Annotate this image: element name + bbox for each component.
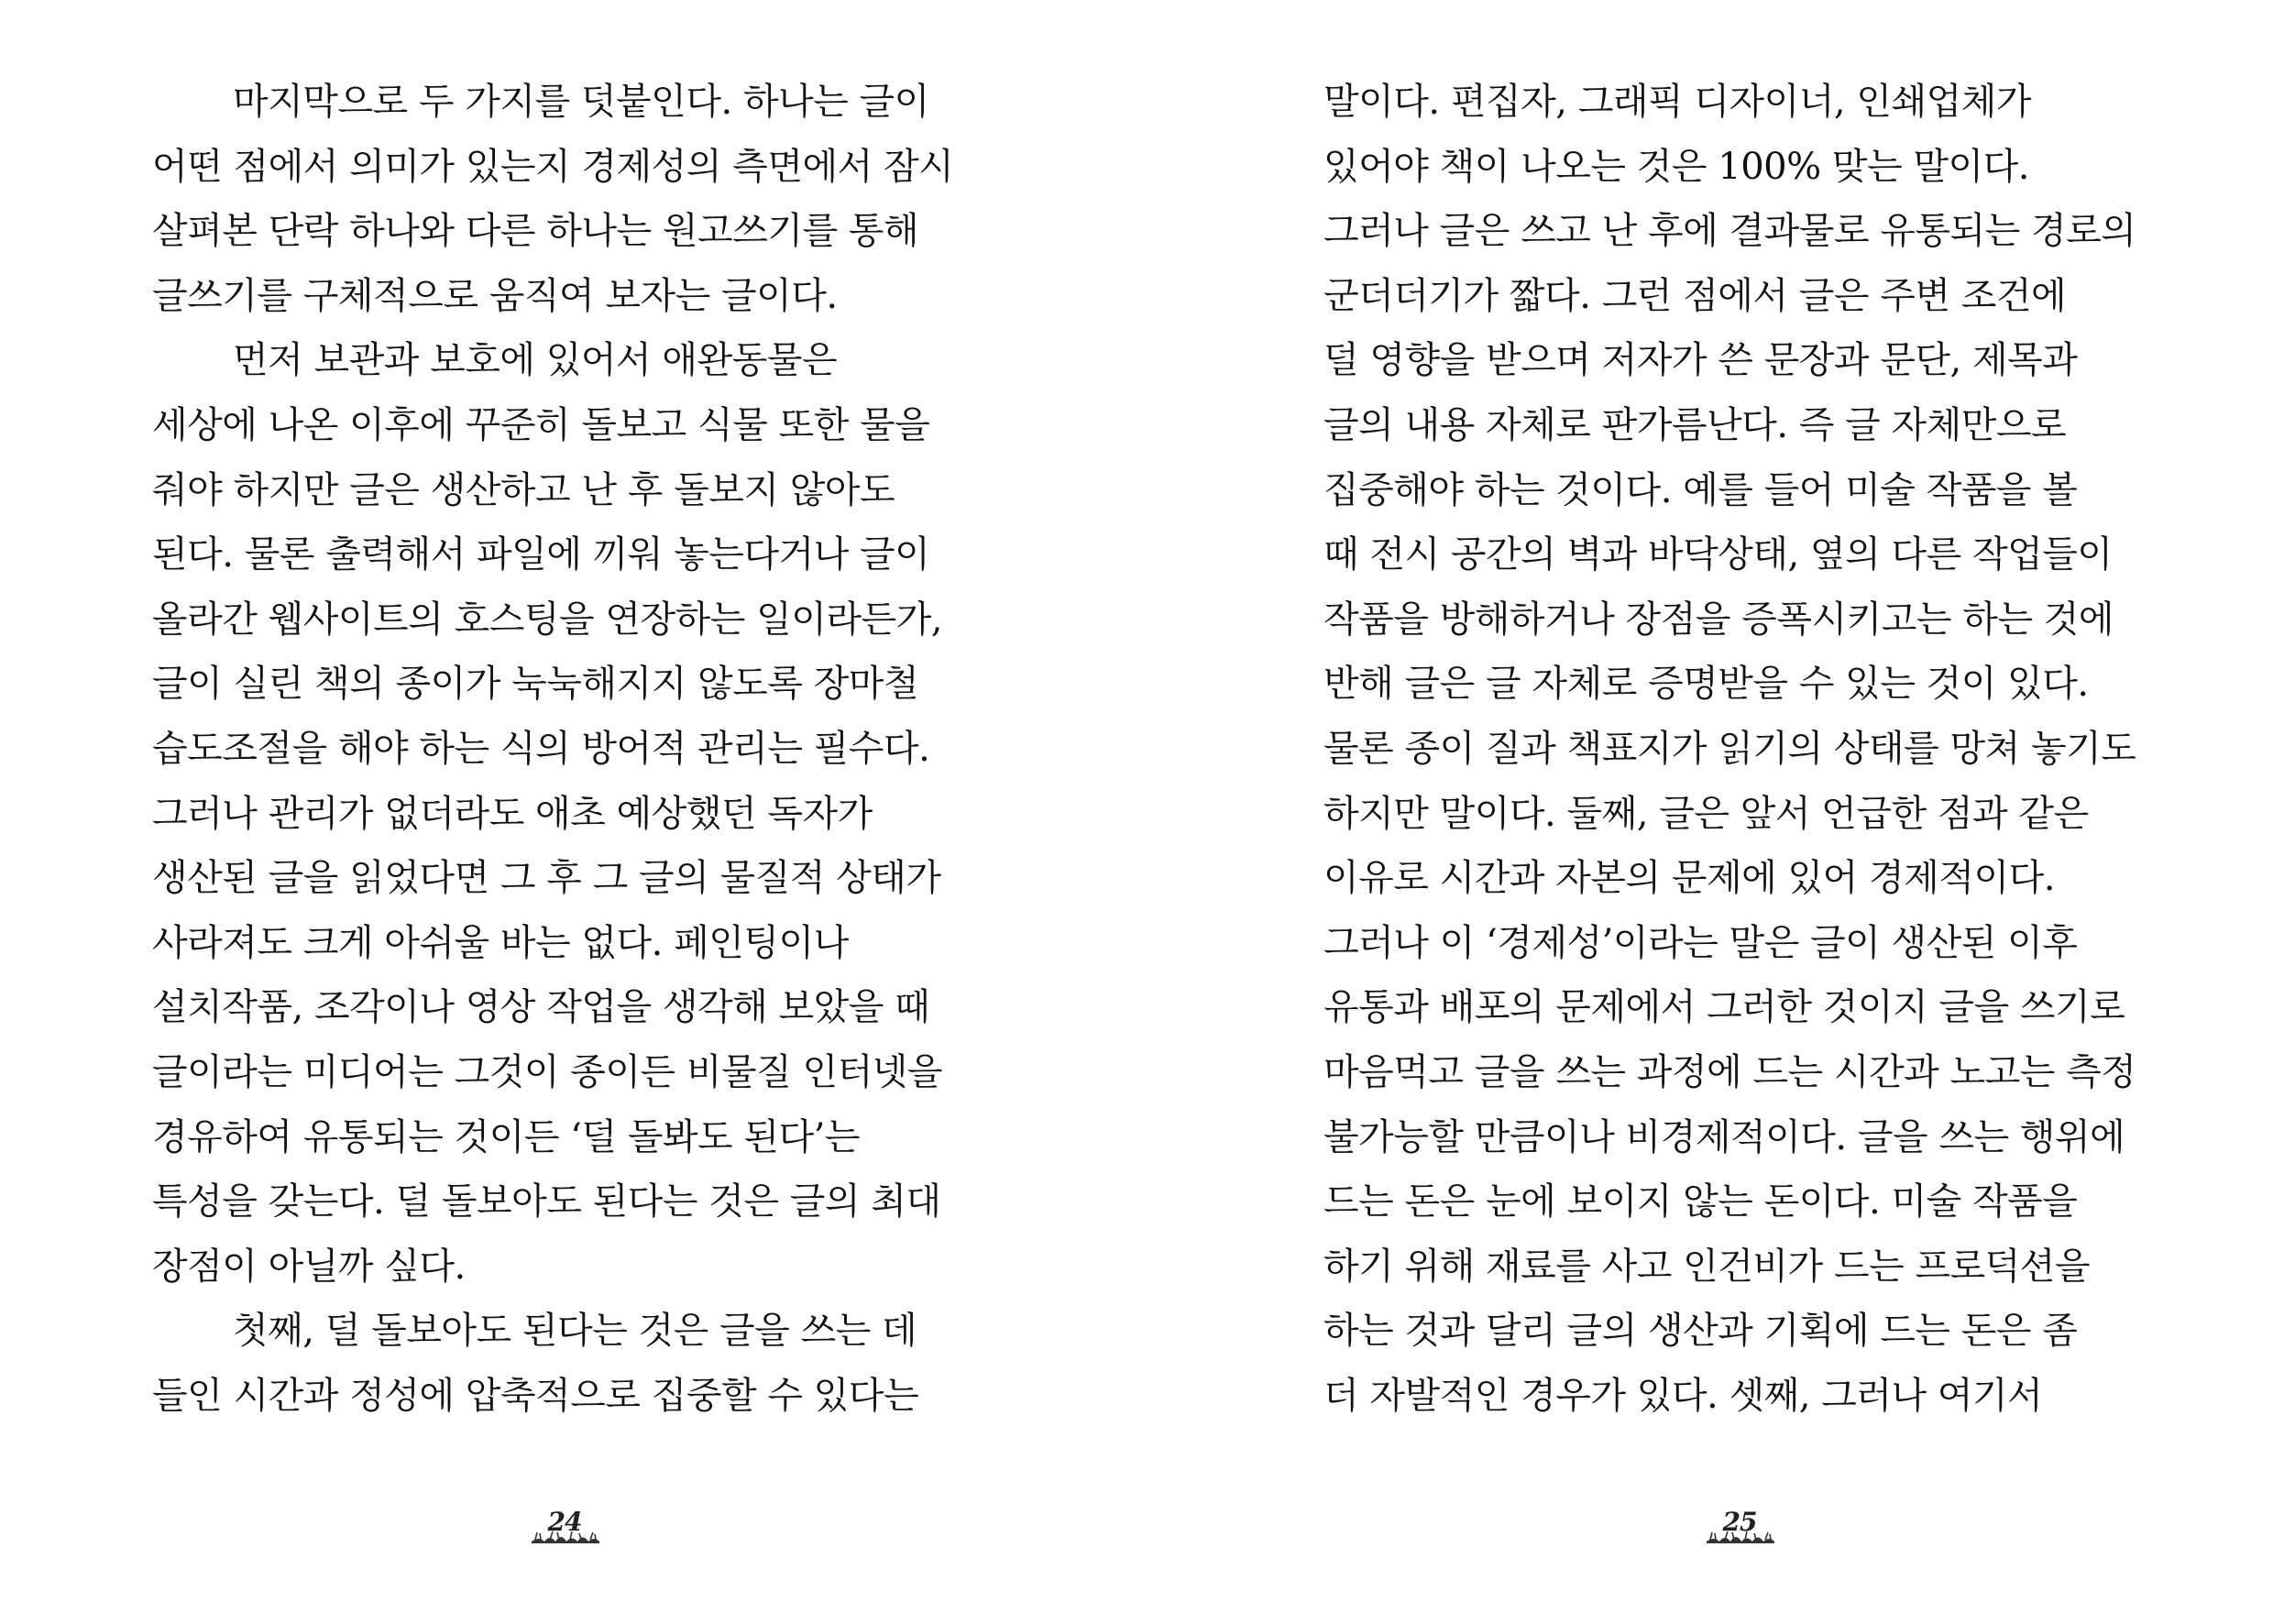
text-line: 드는 돈은 눈에 보이지 않는 돈이다. 미술 작품을 [1323, 1180, 2078, 1223]
text-line: 하는 것과 달리 글의 생산과 기획에 드는 돈은 좀 [1323, 1310, 2078, 1353]
page-number: 24 [547, 1507, 582, 1537]
text-line: 장점이 아닐까 싶다. [152, 1245, 466, 1288]
text-line: 살펴본 단락 하나와 다른 하나는 원고쓰기를 통해 [152, 210, 919, 253]
text-line: 특성을 갖는다. 덜 돌보아도 된다는 것은 글의 최대 [152, 1180, 941, 1223]
text-line: 글쓰기를 구체적으로 움직여 보자는 글이다. [152, 274, 838, 317]
text-line: 하지만 말이다. 둘째, 글은 앞서 언급한 점과 같은 [1323, 792, 2089, 835]
text-line: 생산된 글을 읽었다면 그 후 그 글의 물질적 상태가 [152, 857, 941, 900]
text-line: 첫째, 덜 돌보아도 된다는 것은 글을 쓰는 데 [233, 1310, 917, 1353]
text-line: 마지막으로 두 가지를 덧붙인다. 하나는 글이 [233, 81, 929, 123]
text-line: 그러나 이 ‘경제성’이라는 말은 글이 생산된 이후 [1323, 921, 2078, 964]
text-line: 어떤 점에서 의미가 있는지 경제성의 측면에서 잠시 [152, 145, 954, 188]
text-line: 더 자발적인 경우가 있다. 셋째, 그러나 여기서 [1323, 1374, 2043, 1417]
text-line: 들인 시간과 정성에 압축적으로 집중할 수 있다는 [152, 1374, 919, 1417]
text-line: 사라져도 크게 아쉬울 바는 없다. 페인팅이나 [152, 921, 849, 964]
text-line: 먼저 보관과 보호에 있어서 애완동물은 [233, 339, 838, 382]
text-line: 세상에 나온 이후에 꾸준히 돌보고 식물 또한 물을 [152, 403, 930, 446]
text-line: 글의 내용 자체로 판가름난다. 즉 글 자체만으로 [1323, 403, 2067, 446]
text-line: 그러나 관리가 없더라도 애초 예상했던 독자가 [152, 792, 873, 835]
text-line: 군더더기가 짧다. 그런 점에서 글은 주변 조건에 [1323, 274, 2067, 317]
text-line: 설치작품, 조각이나 영상 작업을 생각해 보았을 때 [152, 986, 930, 1029]
text-line: 글이 실린 책의 종이가 눅눅해지지 않도록 장마철 [152, 663, 919, 706]
right-page [1136, 0, 2273, 1624]
text-line: 글이라는 미디어는 그것이 종이든 비물질 인터넷을 [152, 1050, 943, 1093]
text-line: 줘야 하지만 글은 생산하고 난 후 돌보지 않아도 [152, 468, 895, 511]
left-page-body-text [152, 70, 953, 1428]
page-number-ornament [1703, 1505, 1776, 1545]
text-line: 마음먹고 글을 쓰는 과정에 드는 시간과 노고는 측정 [1323, 1050, 2136, 1093]
text-line: 경유하여 유통되는 것이든 ‘덜 돌봐도 된다’는 [152, 1115, 861, 1158]
text-line: 된다. 물론 출력해서 파일에 끼워 놓는다거나 글이 [152, 533, 930, 576]
right-page-body-text [1323, 70, 2136, 1428]
page-number-ornament [528, 1505, 601, 1545]
text-line: 유통과 배포의 문제에서 그러한 것이지 글을 쓰기로 [1323, 986, 2125, 1029]
text-line: 이유로 시간과 자본의 문제에 있어 경제적이다. [1323, 857, 2055, 900]
text-line: 하기 위해 재료를 사고 인건비가 드는 프로덕션을 [1323, 1245, 2091, 1288]
text-line: 습도조절을 해야 하는 식의 방어적 관리는 필수다. [152, 727, 930, 770]
text-line: 말이다. 편집자, 그래픽 디자이너, 인쇄업체가 [1323, 81, 2032, 123]
page-number: 25 [1722, 1507, 1757, 1537]
text-line: 불가능할 만큼이나 비경제적이다. 글을 쓰는 행위에 [1323, 1115, 2125, 1158]
text-line: 물론 종이 질과 책표지가 읽기의 상태를 망쳐 놓기도 [1323, 727, 2136, 770]
text-line: 올라간 웹사이트의 호스팅을 연장하는 일이라든가, [152, 598, 943, 641]
text-line: 반해 글은 글 자체로 증명받을 수 있는 것이 있다. [1323, 663, 2089, 706]
left-page [0, 0, 1136, 1624]
text-line: 덜 영향을 받으며 저자가 쓴 문장과 문단, 제목과 [1323, 339, 2078, 382]
text-line: 때 전시 공간의 벽과 바닥상태, 옆의 다른 작업들이 [1323, 533, 2113, 576]
text-line: 그러나 글은 쓰고 난 후에 결과물로 유통되는 경로의 [1323, 210, 2136, 253]
text-line: 있어야 책이 나오는 것은 100% 맞는 말이다. [1323, 145, 2029, 188]
text-line: 작품을 방해하거나 장점을 증폭시키고는 하는 것에 [1323, 598, 2114, 641]
text-line: 집중해야 하는 것이다. 예를 들어 미술 작품을 볼 [1323, 468, 2078, 511]
